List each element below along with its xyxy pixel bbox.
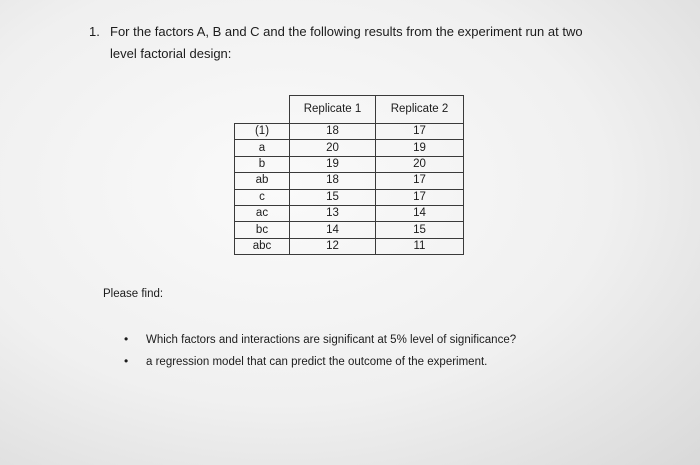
please-find-label: Please find: — [103, 288, 164, 300]
table-row — [235, 173, 464, 189]
treatment-label: a — [235, 140, 290, 156]
question-text-line2: level factorial design: — [110, 46, 232, 61]
treatment-label: ac — [235, 205, 290, 221]
results-table — [234, 95, 464, 255]
treatment-label: c — [235, 189, 290, 205]
table-row — [235, 124, 464, 140]
table-row — [235, 205, 464, 221]
replicate-1-value: 18 — [290, 124, 376, 140]
treatment-label: b — [235, 156, 290, 172]
replicate-1-value: 20 — [290, 140, 376, 156]
replicate-1-value: 14 — [290, 222, 376, 238]
replicate-2-value: 15 — [376, 222, 464, 238]
question-number: 1. — [89, 24, 100, 39]
replicate-2-value: 20 — [376, 156, 464, 172]
table-header-replicate-1: Replicate 1 — [290, 96, 376, 124]
replicate-1-value: 18 — [290, 173, 376, 189]
treatment-label: bc — [235, 222, 290, 238]
replicate-2-value: 11 — [376, 238, 464, 254]
table-row — [235, 156, 464, 172]
table-header-row — [235, 96, 464, 124]
table-row — [235, 222, 464, 238]
table-row — [235, 238, 464, 254]
treatment-label: (1) — [235, 124, 290, 140]
table-header-replicate-2: Replicate 2 — [376, 96, 464, 124]
table-row — [235, 140, 464, 156]
treatment-label: ab — [235, 173, 290, 189]
replicate-2-value: 14 — [376, 205, 464, 221]
bullet-icon: • — [124, 354, 129, 368]
task-text: a regression model that can predict the outcome of the experiment. — [146, 356, 488, 368]
replicate-2-value: 17 — [376, 124, 464, 140]
task-list — [124, 328, 516, 372]
table-row — [235, 189, 464, 205]
replicate-1-value: 13 — [290, 205, 376, 221]
treatment-label: abc — [235, 238, 290, 254]
replicate-2-value: 19 — [376, 140, 464, 156]
task-text: Which factors and interactions are significant at 5% level of significance? — [146, 334, 517, 346]
bullet-icon: • — [124, 332, 129, 346]
list-item — [124, 328, 516, 350]
question-text-line1: For the factors A, B and C and the following results from the experiment run at two — [110, 24, 583, 39]
replicate-1-value: 15 — [290, 189, 376, 205]
list-item — [124, 350, 516, 372]
replicate-2-value: 17 — [376, 173, 464, 189]
table-header-blank — [235, 96, 290, 124]
replicate-2-value: 17 — [376, 189, 464, 205]
replicate-1-value: 12 — [290, 238, 376, 254]
replicate-1-value: 19 — [290, 156, 376, 172]
